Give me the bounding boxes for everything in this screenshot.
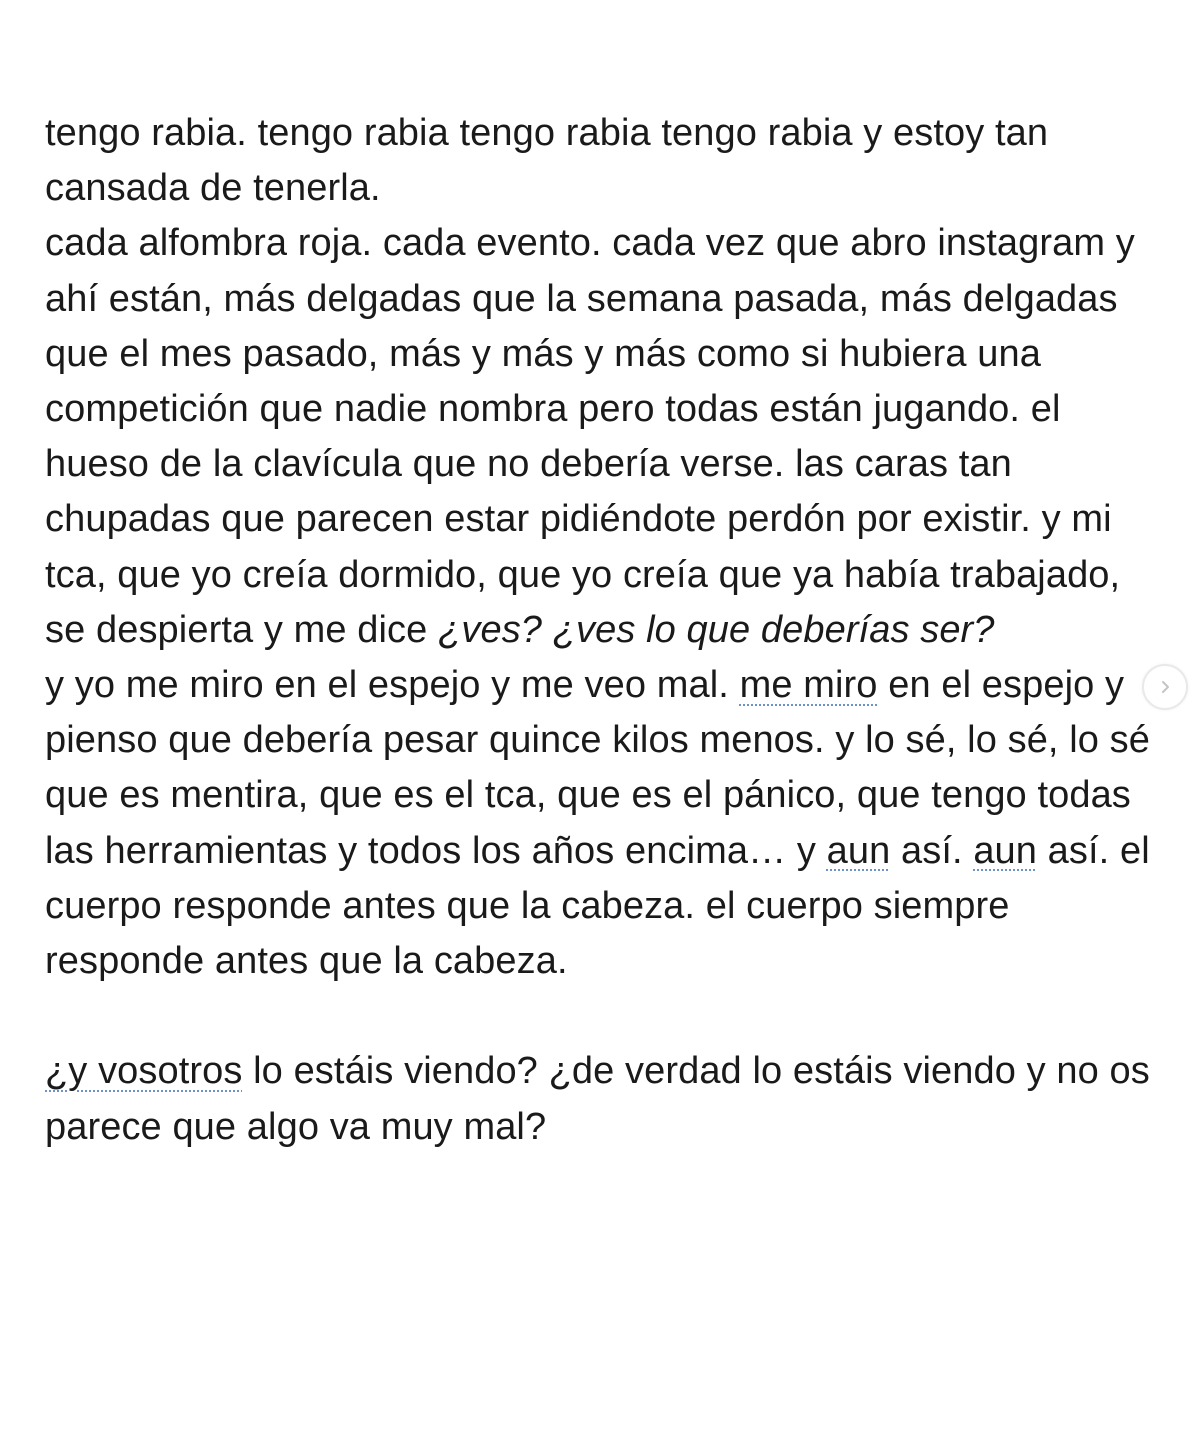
paragraph-3 (45, 658, 1155, 989)
post-text (45, 106, 1155, 1155)
italic-quote: ¿ves? ¿ves lo que deberías ser? (438, 608, 995, 651)
next-slide-button[interactable] (1142, 664, 1188, 710)
paragraph-3-text-b: en el espejo y pienso que debería pesar quince kilos menos. y lo sé, lo sé, lo sé que es mentira, que es el tca, que es el pánico, que tengo todas las herramientas y todos los años encima… y (45, 664, 1151, 872)
paragraph-1 (45, 106, 1155, 216)
paragraph-3-text-a: y yo me miro en el espejo y me veo mal. (45, 664, 740, 707)
spellcheck-word: aun (826, 829, 891, 872)
paragraph-3-text-c: así. (890, 829, 974, 872)
chevron-right-icon (1156, 678, 1174, 696)
paragraph-4-text: lo estáis viendo? ¿de verdad lo estáis viendo y no os parece que algo va muy mal? (45, 1050, 1150, 1148)
paragraph-3-text-d: así. el cuerpo responde antes que la cabeza. el cuerpo siempre responde antes que la cabeza. (45, 829, 1150, 983)
paragraph-spacer (45, 989, 1155, 1044)
paragraph-1-text: tengo rabia. tengo rabia tengo rabia tengo rabia y estoy tan cansada de tenerla. (45, 112, 1049, 210)
spellcheck-word: ¿y vosotros (45, 1050, 243, 1093)
spellcheck-word: me miro (739, 664, 878, 707)
paragraph-2-text: cada alfombra roja. cada evento. cada vez que abro instagram y ahí están, más delgadas que la semana pasada, más delgadas que el mes pasado, más y más y más como si hubiera una competición que nadie nombra pero todas están jugando. el hueso de la clavícula que no debería verse. las caras tan chupadas que parecen estar pidiéndote perdón por existir. y mi tca, que yo creía dormido, que yo creía que ya había trabajado, se despierta y me dice (45, 222, 1135, 651)
paragraph-4 (45, 1044, 1155, 1154)
spellcheck-word: aun (973, 829, 1038, 872)
paragraph-2 (45, 216, 1155, 658)
